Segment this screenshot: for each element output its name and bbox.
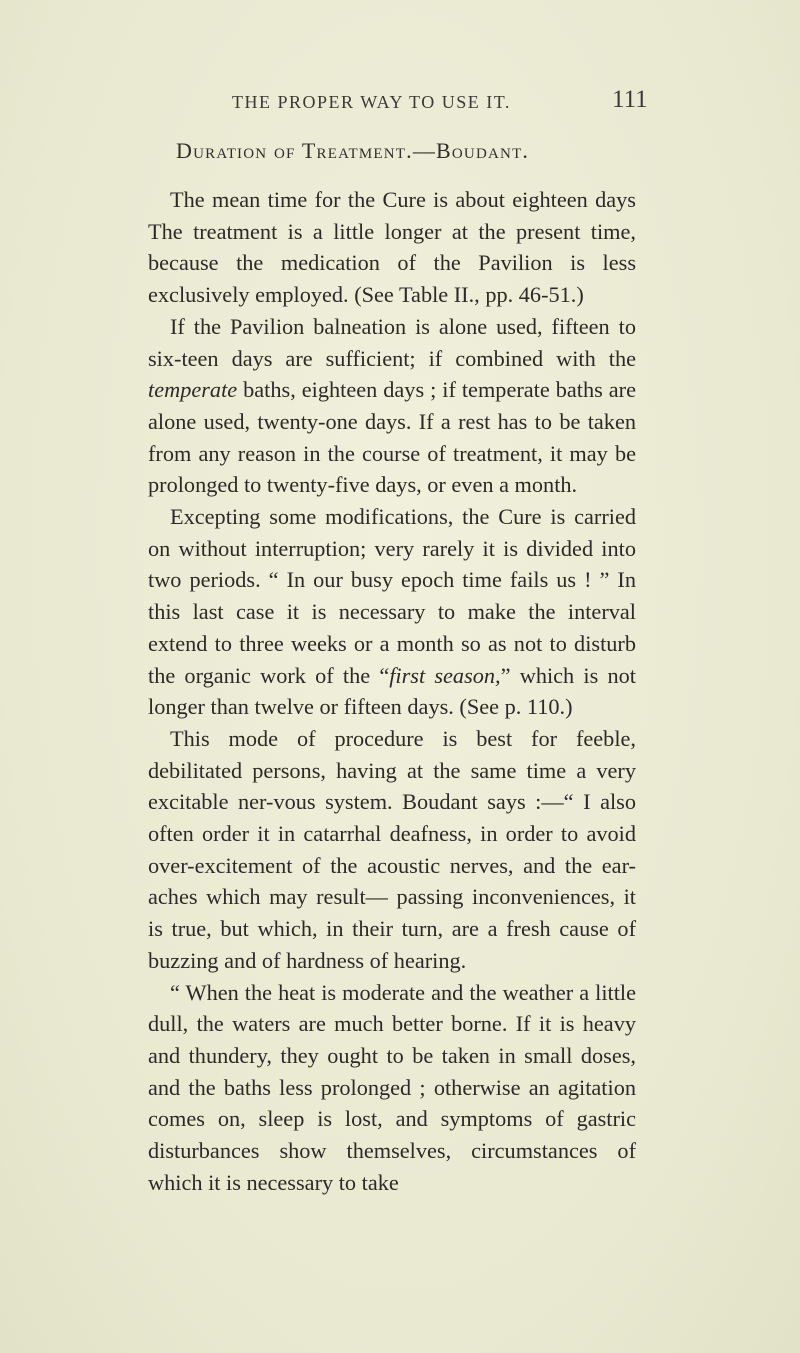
page-number: 111: [612, 86, 648, 113]
paragraph-text: Excepting some modifications, the Cure is carried on without interruption; very rarely it is divided into two periods. “ In our busy epoch time fails us ! ” In this last case it is necessary to make the interval extend to three weeks or a month so as not to disturb the organic work of the “: [148, 504, 636, 688]
paragraph-text: ” which is not longer than twelve or fifteen days. (See p. 110.): [148, 662, 636, 720]
body-text: [148, 184, 636, 1199]
paragraph: “ When the heat is moderate and the weather a little dull, the waters are much better borne. If it is heavy and thundery, they ought to be taken in small doses, and the baths less prolonged ; otherwise an agitation comes on, sleep is lost, and symptoms of gastric disturbances show themselves, circumstances of which it is necessary to take: [148, 979, 636, 1195]
paragraph-text: baths, eighteen days ; if temperate baths are alone used, twenty-one days. If a rest has to be taken from any reason in the course of treatment, it may be prolonged to twenty-five days, or even a month.: [148, 377, 636, 498]
paragraph: This mode of procedure is best for feeble, debilitated persons, having at the same time a very excitable ner-vous system. Boudant says :—“ I also often order it in catarrhal deafness, in order to avoid over-excitement of the acoustic nerves, and the ear-aches which may result— passing inconveniences, it is true, but which, in their turn, are a fresh cause of buzzing and of hardness of hearing.: [148, 725, 636, 973]
emphasis-text: temperate: [148, 377, 238, 403]
paragraph: The mean time for the Cure is about eighteen days The treatment is a little longer at the present time, because the medication of the Pavilion is less exclusively employed. (See Table II., pp. 46-51.): [148, 187, 636, 308]
paragraph-text: If the Pavilion balneation is alone used, fifteen to six-teen days are sufficient; if combined with the: [148, 313, 636, 371]
running-head: THE PROPER WAY TO USE IT.: [232, 92, 511, 112]
section-title: Duration of Treatment.—Boudant.: [176, 138, 530, 163]
emphasis-text: first season,: [389, 662, 501, 688]
paragraph: [148, 501, 636, 723]
paragraph: [148, 311, 636, 501]
